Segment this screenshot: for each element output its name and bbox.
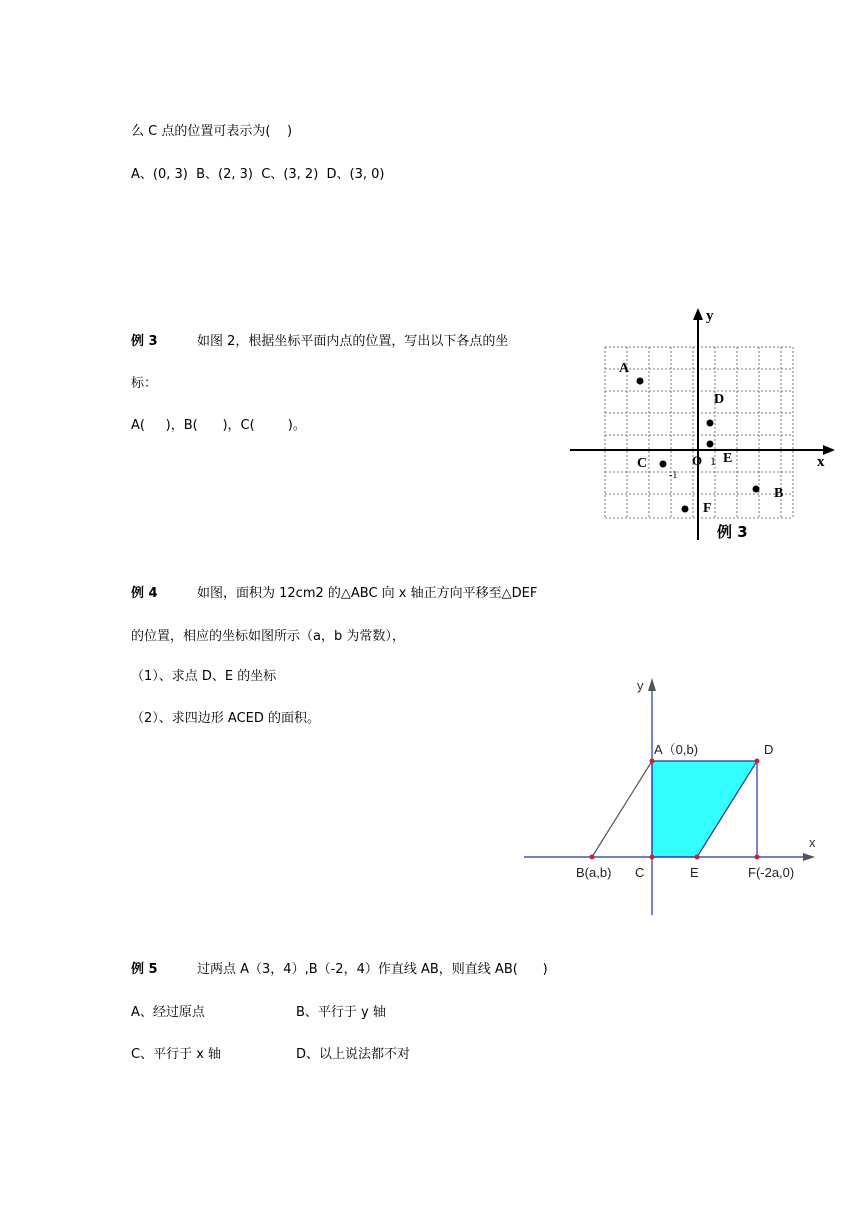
- example-4-text-line2: 的位置，相应的坐标如图所示（a，b 为常数），: [131, 629, 405, 644]
- example-3-figure: [565, 300, 840, 550]
- example-3-text-line1: 如图 2，根据坐标平面内点的位置，写出以下各点的坐: [197, 334, 509, 349]
- example-4-tag: 例 4: [131, 586, 158, 601]
- point-f-label: F: [703, 501, 712, 516]
- vertex-e: [695, 855, 700, 860]
- example-4-figure: [520, 670, 830, 925]
- vertex-f-label: F(-2a,0): [748, 865, 795, 880]
- example-4-question-1: （1）、求点 D、E 的坐标: [131, 669, 277, 684]
- example-5-option-d: D、以上说法都不对: [296, 1047, 411, 1062]
- figure-caption: 例 3: [717, 523, 748, 541]
- point-e: [707, 441, 714, 448]
- vertex-b-label: B(a,b): [576, 865, 612, 880]
- y-label: y: [706, 308, 714, 324]
- vertex-d-label: D: [764, 742, 774, 757]
- question-options: A、(0, 3) B、(2, 3) C、(3, 2) D、(3, 0): [131, 167, 385, 182]
- x-label: x: [809, 835, 816, 850]
- point-c-label: C: [637, 456, 648, 471]
- example-3-blanks: A( )，B( )，C( )。: [131, 418, 306, 433]
- point-d: [707, 420, 714, 427]
- vertex-d: [755, 759, 760, 764]
- example-3-text-line2: 标：: [131, 376, 158, 391]
- question-stem-tail: 么 C 点的位置可表示为( ): [131, 124, 293, 139]
- point-b: [753, 486, 760, 493]
- y-axis-arrow: [693, 308, 703, 320]
- y-label: y: [637, 678, 644, 693]
- vertex-b: [590, 855, 595, 860]
- origin-label: O: [692, 453, 703, 468]
- example-5-option-b: B、平行于 y 轴: [296, 1005, 386, 1020]
- example-5-option-a: A、经过原点: [131, 1005, 205, 1020]
- example-5-option-c: C、平行于 x 轴: [131, 1047, 222, 1062]
- point-c: [660, 461, 667, 468]
- vertex-a-label: A（0,b): [654, 742, 699, 757]
- vertex-c-label: C: [635, 865, 645, 880]
- example-3-tag: 例 3: [131, 334, 158, 349]
- vertex-a: [650, 759, 655, 764]
- neg-one-label: -1: [669, 470, 678, 481]
- point-e-label: E: [723, 451, 733, 466]
- point-f: [682, 506, 689, 513]
- example-5-tag: 例 5: [131, 962, 158, 977]
- example-4-text-line1: 如图，面积为 12cm2 的△ABC 向 x 轴正方向平移至△DEF: [197, 586, 538, 601]
- vertex-e-label: E: [690, 865, 699, 880]
- segment-ab: [592, 761, 652, 857]
- point-d-label: D: [714, 392, 725, 407]
- point-a: [637, 378, 644, 385]
- example-4-question-2: （2）、求四边形 ACED 的面积。: [131, 711, 321, 726]
- x-axis-arrow: [823, 445, 835, 455]
- vertex-c: [650, 855, 655, 860]
- x-axis-arrow: [803, 853, 815, 861]
- example-5-text: 过两点 A（3，4）,B（-2，4）作直线 AB，则直线 AB( ): [197, 962, 548, 977]
- unit-one-label: 1: [710, 454, 716, 468]
- vertex-f: [755, 855, 760, 860]
- quadrilateral-aced: [652, 761, 757, 857]
- y-axis-arrow: [648, 678, 656, 691]
- point-a-label: A: [619, 361, 630, 376]
- x-label: x: [817, 454, 825, 470]
- point-b-label: B: [774, 486, 784, 501]
